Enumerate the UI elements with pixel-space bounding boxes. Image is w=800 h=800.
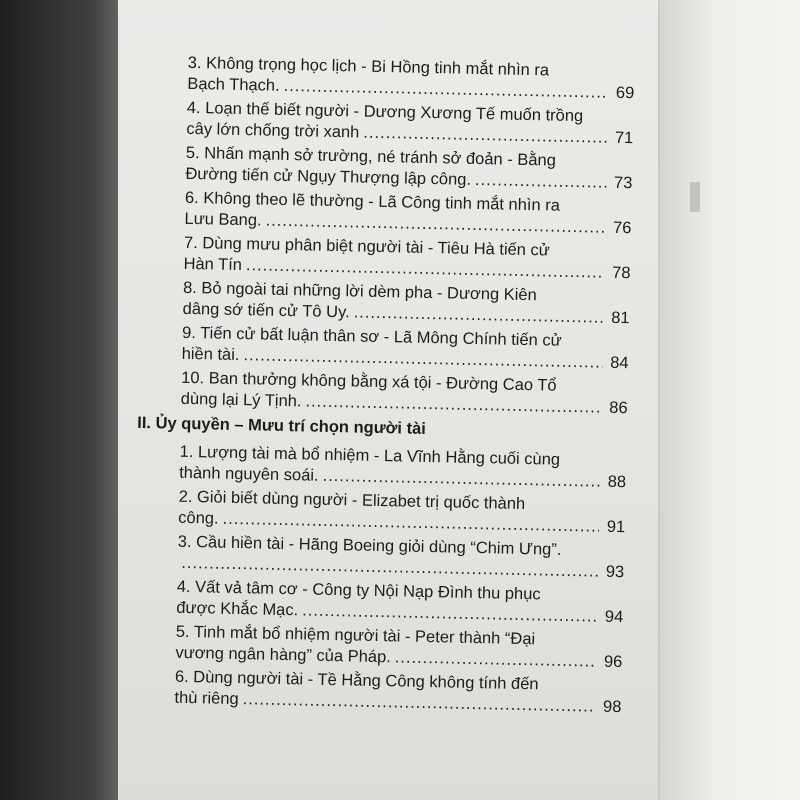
toc-entry xyxy=(186,98,634,148)
page-number: 76 xyxy=(612,218,632,237)
facing-page xyxy=(660,0,800,800)
toc-entry-title-cont: dùng lại Lý Tịnh. xyxy=(180,389,302,410)
toc-entry xyxy=(183,233,631,283)
page-number: 96 xyxy=(603,652,623,671)
toc-entry-title: 5. Tinh mắt bổ nhiệm người tài - Peter thành “Đại xyxy=(175,622,536,649)
toc-entry xyxy=(187,53,635,103)
dot-leader xyxy=(353,302,603,328)
toc-entry xyxy=(181,368,629,418)
toc-entry-title: 3. Cầu hiền tài - Hãng Boeing giỏi dùng “Chim Ưng”. xyxy=(177,532,562,559)
toc-entry-title: 2. Giỏi biết dùng người - Elizabet trị quốc thành xyxy=(178,487,526,514)
toc-entry xyxy=(177,532,625,582)
toc-entry-title: 9. Tiến cử bất luận thân sơ - Lã Mông Chính tiến cử xyxy=(181,323,562,350)
toc-entry xyxy=(175,622,623,672)
toc-entry xyxy=(178,487,626,537)
toc-entry-title-cont: thù riêng xyxy=(174,688,239,708)
dot-leader xyxy=(475,169,607,192)
toc-entry-title-cont: vương ngân hàng” của Pháp. xyxy=(175,643,392,666)
section-ii-title: II. Ủy quyền – Mưu trí chọn người tài xyxy=(137,413,427,438)
toc-entry-title-cont: Bạch Thạch. xyxy=(187,74,280,95)
toc-entry-title: 6. Không theo lẽ thường - Lã Công tinh mắt nhìn ra xyxy=(184,188,561,215)
table-of-contents xyxy=(131,52,635,721)
toc-entry-title-cont: Lưu Bang. xyxy=(184,209,262,229)
toc-entry xyxy=(185,143,633,193)
page-number: 69 xyxy=(615,83,635,102)
section-ii-list xyxy=(131,441,626,717)
page-number: 78 xyxy=(611,263,631,282)
toc-entry-title: 8. Bỏ ngoài tai những lời dèm pha - Dương Kiên xyxy=(182,278,537,305)
toc-entry-title-cont: cây lớn chống trời xanh xyxy=(186,119,360,142)
toc-entry-title: 10. Ban thưởng không bằng xá tội - Đường Cao Tổ xyxy=(180,368,557,395)
toc-entry xyxy=(184,188,632,238)
page-number: 91 xyxy=(606,517,626,536)
toc-entry xyxy=(182,278,630,328)
toc-entry-title-cont: được Khắc Mạc. xyxy=(176,598,299,619)
toc-entry-title-cont: hiền tài. xyxy=(181,344,240,364)
page-number: 84 xyxy=(610,353,629,372)
toc-entry-title-cont: thành nguyên soái. xyxy=(179,463,319,485)
toc-entry xyxy=(176,577,624,627)
toc-entry xyxy=(181,323,629,373)
page-number: 86 xyxy=(609,398,628,417)
toc-entry-title-cont: dâng sớ tiến cử Tô Uy. xyxy=(182,299,350,321)
toc-entry-title-cont: công. xyxy=(178,508,219,528)
toc-entry-title-cont: Đường tiến cử Ngụy Thượng lập công. xyxy=(185,164,472,189)
page-number: 94 xyxy=(604,607,624,626)
toc-entry xyxy=(174,667,622,717)
page-number: 81 xyxy=(610,308,630,327)
toc-entry-title-cont: Hàn Tín xyxy=(183,254,243,274)
toc-entry-title: 6. Dùng người tài - Tề Hằng Công không tính đến xyxy=(174,667,539,694)
toc-entry-title: 7. Dùng mưu phân biệt người tài - Tiêu Hà tiến cử xyxy=(183,233,551,260)
page-number: 98 xyxy=(602,697,622,716)
section-i-list xyxy=(138,52,635,418)
toc-entry-title: 3. Không trọng học lịch - Bi Hồng tinh mắt nhìn ra xyxy=(187,53,550,80)
page-number: 71 xyxy=(614,128,634,147)
page-number: 88 xyxy=(607,472,627,491)
page-number: 73 xyxy=(613,173,633,192)
toc-entry-title: 4. Vất vả tâm cơ - Công ty Nội Nạp Đình thu phục xyxy=(176,577,541,604)
toc-entry-title: 4. Loạn thế biết người - Dương Xương Tế muốn trồng xyxy=(186,98,584,126)
facing-page-mark xyxy=(690,182,700,212)
page-number: 93 xyxy=(605,562,625,581)
dot-leader xyxy=(395,647,597,672)
toc-entry-title: 5. Nhấn mạnh sở trường, né tránh sở đoản - Bằng xyxy=(185,143,557,170)
toc-entry xyxy=(179,442,627,492)
toc-entry-title: 1. Lượng tài mà bổ nhiệm - La Vĩnh Hằng cuối cùng xyxy=(179,442,561,469)
dot-leader xyxy=(363,122,607,148)
